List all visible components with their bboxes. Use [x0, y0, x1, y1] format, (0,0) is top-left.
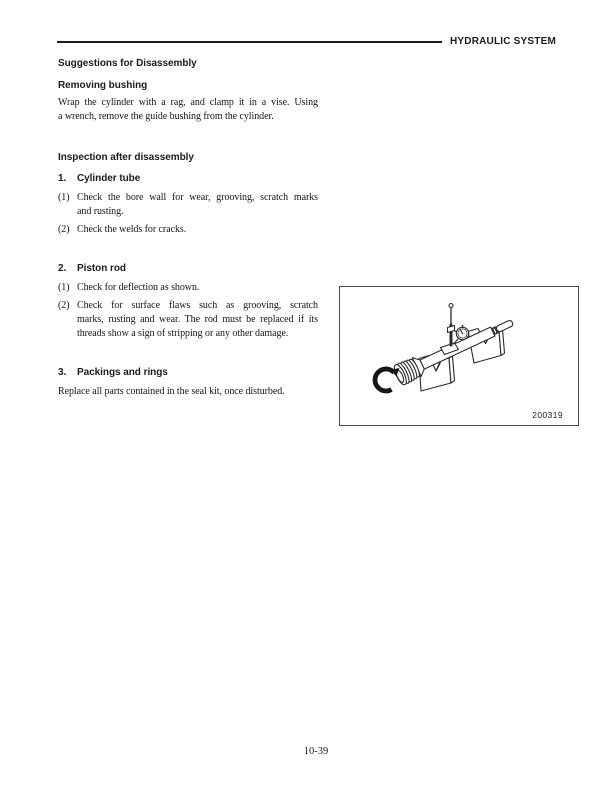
item-3-number: 3.: [58, 367, 67, 378]
item-3-heading: [58, 366, 168, 379]
item-2-heading: [58, 262, 126, 275]
point-line: Check for surface flaws such as grooving, scratch: [77, 300, 318, 311]
removing-bushing-heading: Removing bushing: [58, 80, 148, 91]
deflection-check-figure: [340, 287, 578, 425]
item-1-point-1: [58, 191, 318, 219]
paragraph-line: a wrench, remove the guide bushing from the cylinder.: [58, 111, 274, 122]
point-line: Check for deflection as shown.: [77, 282, 200, 293]
header-title: HYDRAULIC SYSTEM: [450, 36, 556, 47]
figure-box: [339, 286, 579, 426]
item-3-body: [58, 385, 318, 399]
item-3-title: Packings and rings: [77, 367, 168, 378]
point-line: marks, rusting and wear. The rod must be replaced if its: [77, 314, 318, 325]
paragraph-line: Wrap the cylinder with a rag, and clamp it in a vise. Using: [58, 97, 318, 108]
header-rule: [57, 41, 442, 43]
rotation-arrow-icon: [375, 368, 399, 391]
item-2-number: 2.: [58, 263, 67, 274]
point-label: (1): [58, 282, 70, 293]
item-2-point-2: [58, 299, 318, 341]
page-number: 10-39: [303, 746, 329, 757]
inspection-heading: Inspection after disassembly: [58, 152, 194, 163]
point-line: and rusting.: [77, 206, 124, 217]
point-line: threads show a sign of stripping or any other damage.: [77, 328, 289, 339]
item-2-point-1: [58, 281, 318, 295]
paragraph-line: Replace all parts contained in the seal kit, once disturbed.: [58, 386, 285, 397]
item-1-title: Cylinder tube: [77, 173, 141, 184]
point-label: (2): [58, 224, 70, 235]
item-1-heading: [58, 172, 140, 185]
item-1-number: 1.: [58, 173, 67, 184]
suggestions-heading: Suggestions for Disassembly: [58, 58, 197, 69]
item-1-point-2: [58, 223, 318, 237]
point-label: (1): [58, 192, 70, 203]
item-2-title: Piston rod: [77, 263, 126, 274]
point-label: (2): [58, 300, 70, 311]
figure-caption: 200319: [532, 410, 563, 420]
removing-bushing-paragraph: [58, 96, 318, 124]
point-line: Check the bore wall for wear, grooving, scratch marks: [77, 192, 318, 203]
point-line: Check the welds for cracks.: [77, 224, 187, 235]
